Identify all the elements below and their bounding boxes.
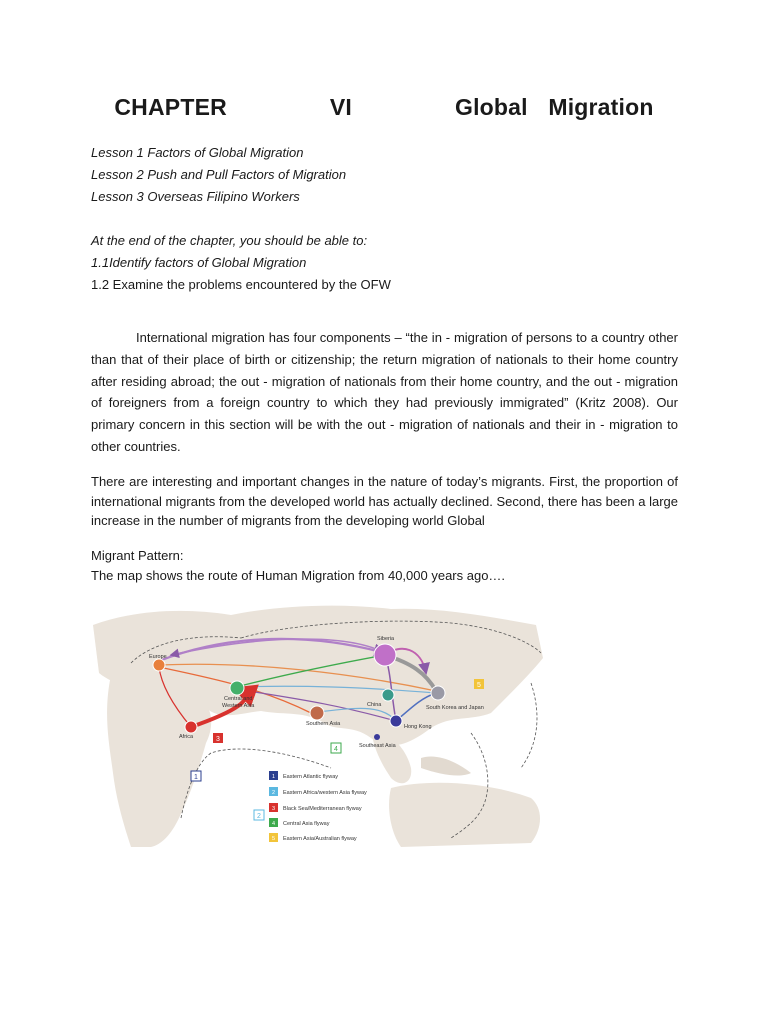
migrant-pattern-section <box>91 546 505 586</box>
paragraph-international-migration <box>91 327 678 458</box>
map-marker-4: 4 <box>334 746 338 753</box>
label-central-western-asia: Central and <box>224 696 253 702</box>
lesson-list <box>91 142 346 208</box>
svg-text:3: 3 <box>271 806 276 812</box>
svg-text:Central Asia flyway: Central Asia flyway <box>283 821 330 827</box>
map-marker-2: 2 <box>257 813 261 820</box>
label-europe: Europe <box>149 654 167 660</box>
svg-text:1: 1 <box>271 774 276 780</box>
map-marker-1: 1 <box>194 774 198 781</box>
svg-text:5: 5 <box>271 836 276 842</box>
lesson-item: Lesson 2 Push and Pull Factors of Migration <box>91 167 347 182</box>
svg-text:Black Sea/Mediterranean flyway: Black Sea/Mediterranean flyway <box>283 806 362 812</box>
lesson-item: Lesson 3 Overseas Filipino Workers <box>91 189 300 204</box>
label-southeast-asia: Southeast Asia <box>359 743 396 749</box>
label-hong-kong: Hong Kong <box>404 724 432 730</box>
migrant-pattern-heading: Migrant Pattern: <box>91 548 184 563</box>
label-africa: Africa <box>179 734 194 740</box>
map-caption: The map shows the route of Human Migration from 40,000 years ago…. <box>91 568 506 583</box>
map-marker-5: 5 <box>477 682 481 689</box>
paragraph-text: International migration has four components – “the in - migration of persons to a country other than that of their place of birth or citizenship; the return migration of nationals to their home country after residing abroad; the out - migration of nationals from their home country, and the out - migration of foreigners from a foreign country to which they had previously immigrated” (Kritz 2008). Our primary concern in this section will be with the out - migration of nationals and their in - migration to other countries. <box>91 330 678 454</box>
migration-map <box>91 603 545 847</box>
objective-item: 1.1Identify factors of Global Migration <box>91 255 307 270</box>
svg-text:Eastern Africa/western Asia fl: Eastern Africa/western Asia flyway <box>283 790 367 796</box>
paragraph-migrant-changes: There are interesting and important changes in the nature of today’s migrants. First, the proportion of international migrants from the developed world has actually declined. Second, there has been a large increase in the number of migrants from the developing world Global <box>91 474 678 528</box>
map-marker-3: 3 <box>216 736 220 743</box>
label-southern-asia: Southern Asia <box>306 721 341 727</box>
label-siberia: Siberia <box>377 636 395 642</box>
svg-text:2: 2 <box>271 790 276 796</box>
chapter-title: CHAPTER VI Global Migration <box>114 94 654 120</box>
label-china: China <box>367 702 382 708</box>
objectives-intro: At the end of the chapter, you should be able to: <box>91 233 368 248</box>
label-south-korea-japan: South Korea and Japan <box>426 705 484 711</box>
svg-text:Eastern Atlantic flyway: Eastern Atlantic flyway <box>283 774 339 780</box>
objectives <box>91 230 391 296</box>
svg-text:4: 4 <box>271 821 276 827</box>
label-central-western-asia-2: Western Asia <box>222 703 255 709</box>
objective-item: 1.2 Examine the problems encountered by the OFW <box>91 277 391 292</box>
lesson-item: Lesson 1 Factors of Global Migration <box>91 145 304 160</box>
svg-text:Eastern Asia/Australian flyway: Eastern Asia/Australian flyway <box>283 836 357 842</box>
